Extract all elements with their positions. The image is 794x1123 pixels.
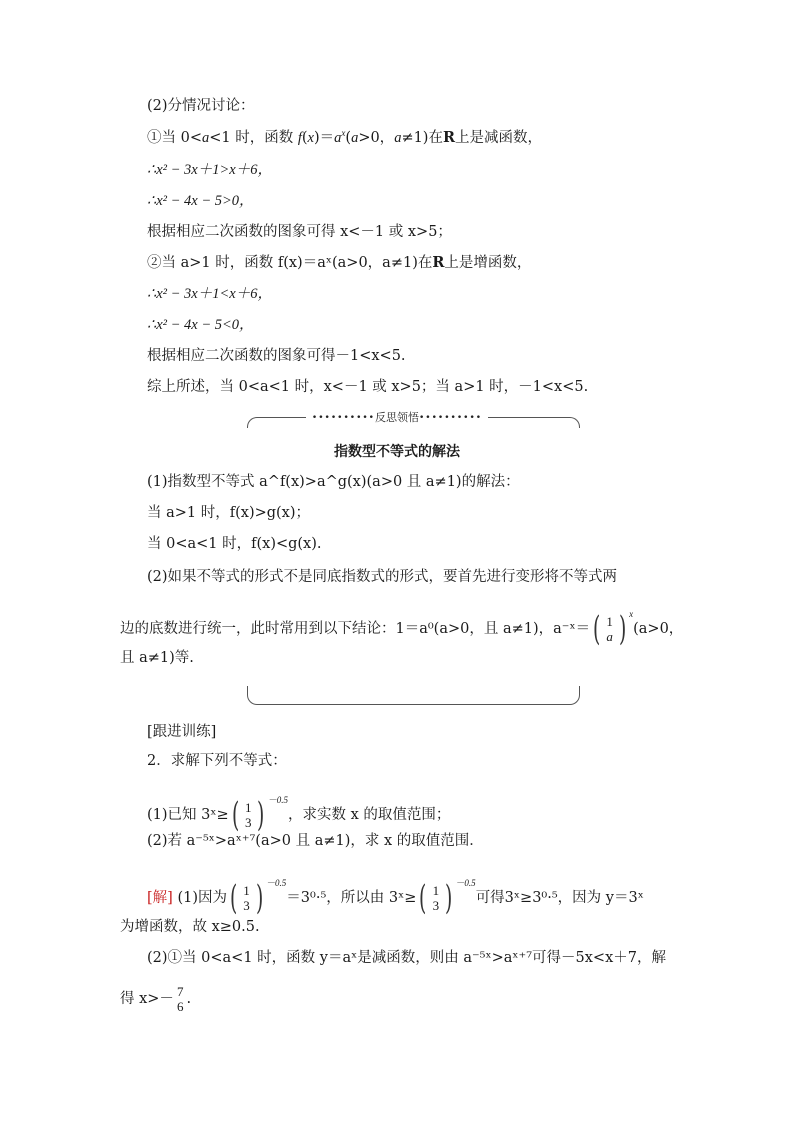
solution-line-3: (2)①当 0<a<1 时，函数 y＝aˣ是减函数，则由 a⁻⁵ˣ>aˣ⁺⁷可得－5x<x＋7，解 [147, 950, 666, 966]
solution-line-1: [解] (1)因为( 1 3 ) $^{-0.5}$＝3⁰·⁵，所以由 3ˣ≥( 1 3 ) $^{-0.5}$可得3ˣ≥3⁰·⁵，因为 y＝3ˣ [147, 878, 644, 918]
reflection-box-bottom-border [247, 686, 580, 705]
solution-line-4: 得 x>－ 7 6 . [120, 984, 192, 1014]
reflection-heading: 指数型不等式的解法 [334, 444, 460, 460]
method-line-3: 当 0<a<1 时，f(x)<g(x). [147, 536, 322, 552]
practice-label: [跟进训练] [147, 724, 217, 740]
question-2-part-1: (1)已知 3ˣ≥( 1 3 ) $^{-0.5}$，求实数 x 的取值范围； [147, 795, 451, 835]
solution-line-2: 为增函数，故 x≥0.5. [120, 919, 260, 935]
method-line-2: 当 a>1 时，f(x)>g(x)； [147, 505, 311, 521]
inequality-line-4: ∴x² − 4x − 5<0， [147, 317, 254, 333]
inequality-line-1: ∴x² − 3x＋1>x＋6， [147, 162, 272, 178]
case-1-line: ①当 0<a<1 时，函数 $f(x)=a^x(a>0$，a≠1)在R上是减函数， [147, 128, 543, 146]
reflection-box-label: ••••••••••反思领悟•••••••••• [0, 409, 794, 425]
method-line-4: (2)如果不等式的形式不是同底指数式的形式，要首先进行变形将不等式两 [147, 569, 618, 585]
question-2: 2．求解下列不等式： [147, 753, 287, 769]
fraction-1-over-3: 1 3 [244, 800, 252, 830]
conclusion-line-2: 根据相应二次函数的图象可得－1<x<5. [147, 348, 406, 364]
fraction-7-over-6: 7 6 [176, 984, 184, 1014]
case-2-line: ②当 a>1 时，函数 f(x)＝aˣ(a>0，a≠1)在R上是增函数， [147, 254, 532, 271]
fraction-1-over-3: 1 3 [243, 883, 250, 913]
section-2-title: (2)分情况讨论： [147, 98, 255, 114]
inequality-line-3: ∴x² − 3x＋1<x＋6， [147, 286, 272, 302]
fraction-1-over-a: 1 a [606, 614, 613, 644]
summary-line: 综上所述，当 0<a<1 时，x<－1 或 x>5；当 a>1 时，－1<x<5. [147, 379, 589, 395]
fraction-1-over-3: 1 3 [432, 883, 440, 913]
question-2-part-2: (2)若 a⁻⁵ˣ>aˣ⁺⁷(a>0 且 a≠1)，求 x 的取值范围． [147, 833, 484, 849]
conclusion-line-1: 根据相应二次函数的图象可得 x<－1 或 x>5； [147, 224, 452, 240]
method-line-6: 且 a≠1)等. [120, 650, 194, 666]
method-line-5: 边的底数进行统一，此时常用到以下结论：1＝a⁰(a>0，且 a≠1)，a⁻ˣ＝( 1 a ) $^x$(a>0， [120, 609, 684, 649]
method-line-1: (1)指数型不等式 a^f(x)>a^g(x)(a>0 且 a≠1)的解法： [147, 474, 520, 490]
inequality-line-2: ∴x² − 4x − 5>0， [147, 193, 254, 209]
